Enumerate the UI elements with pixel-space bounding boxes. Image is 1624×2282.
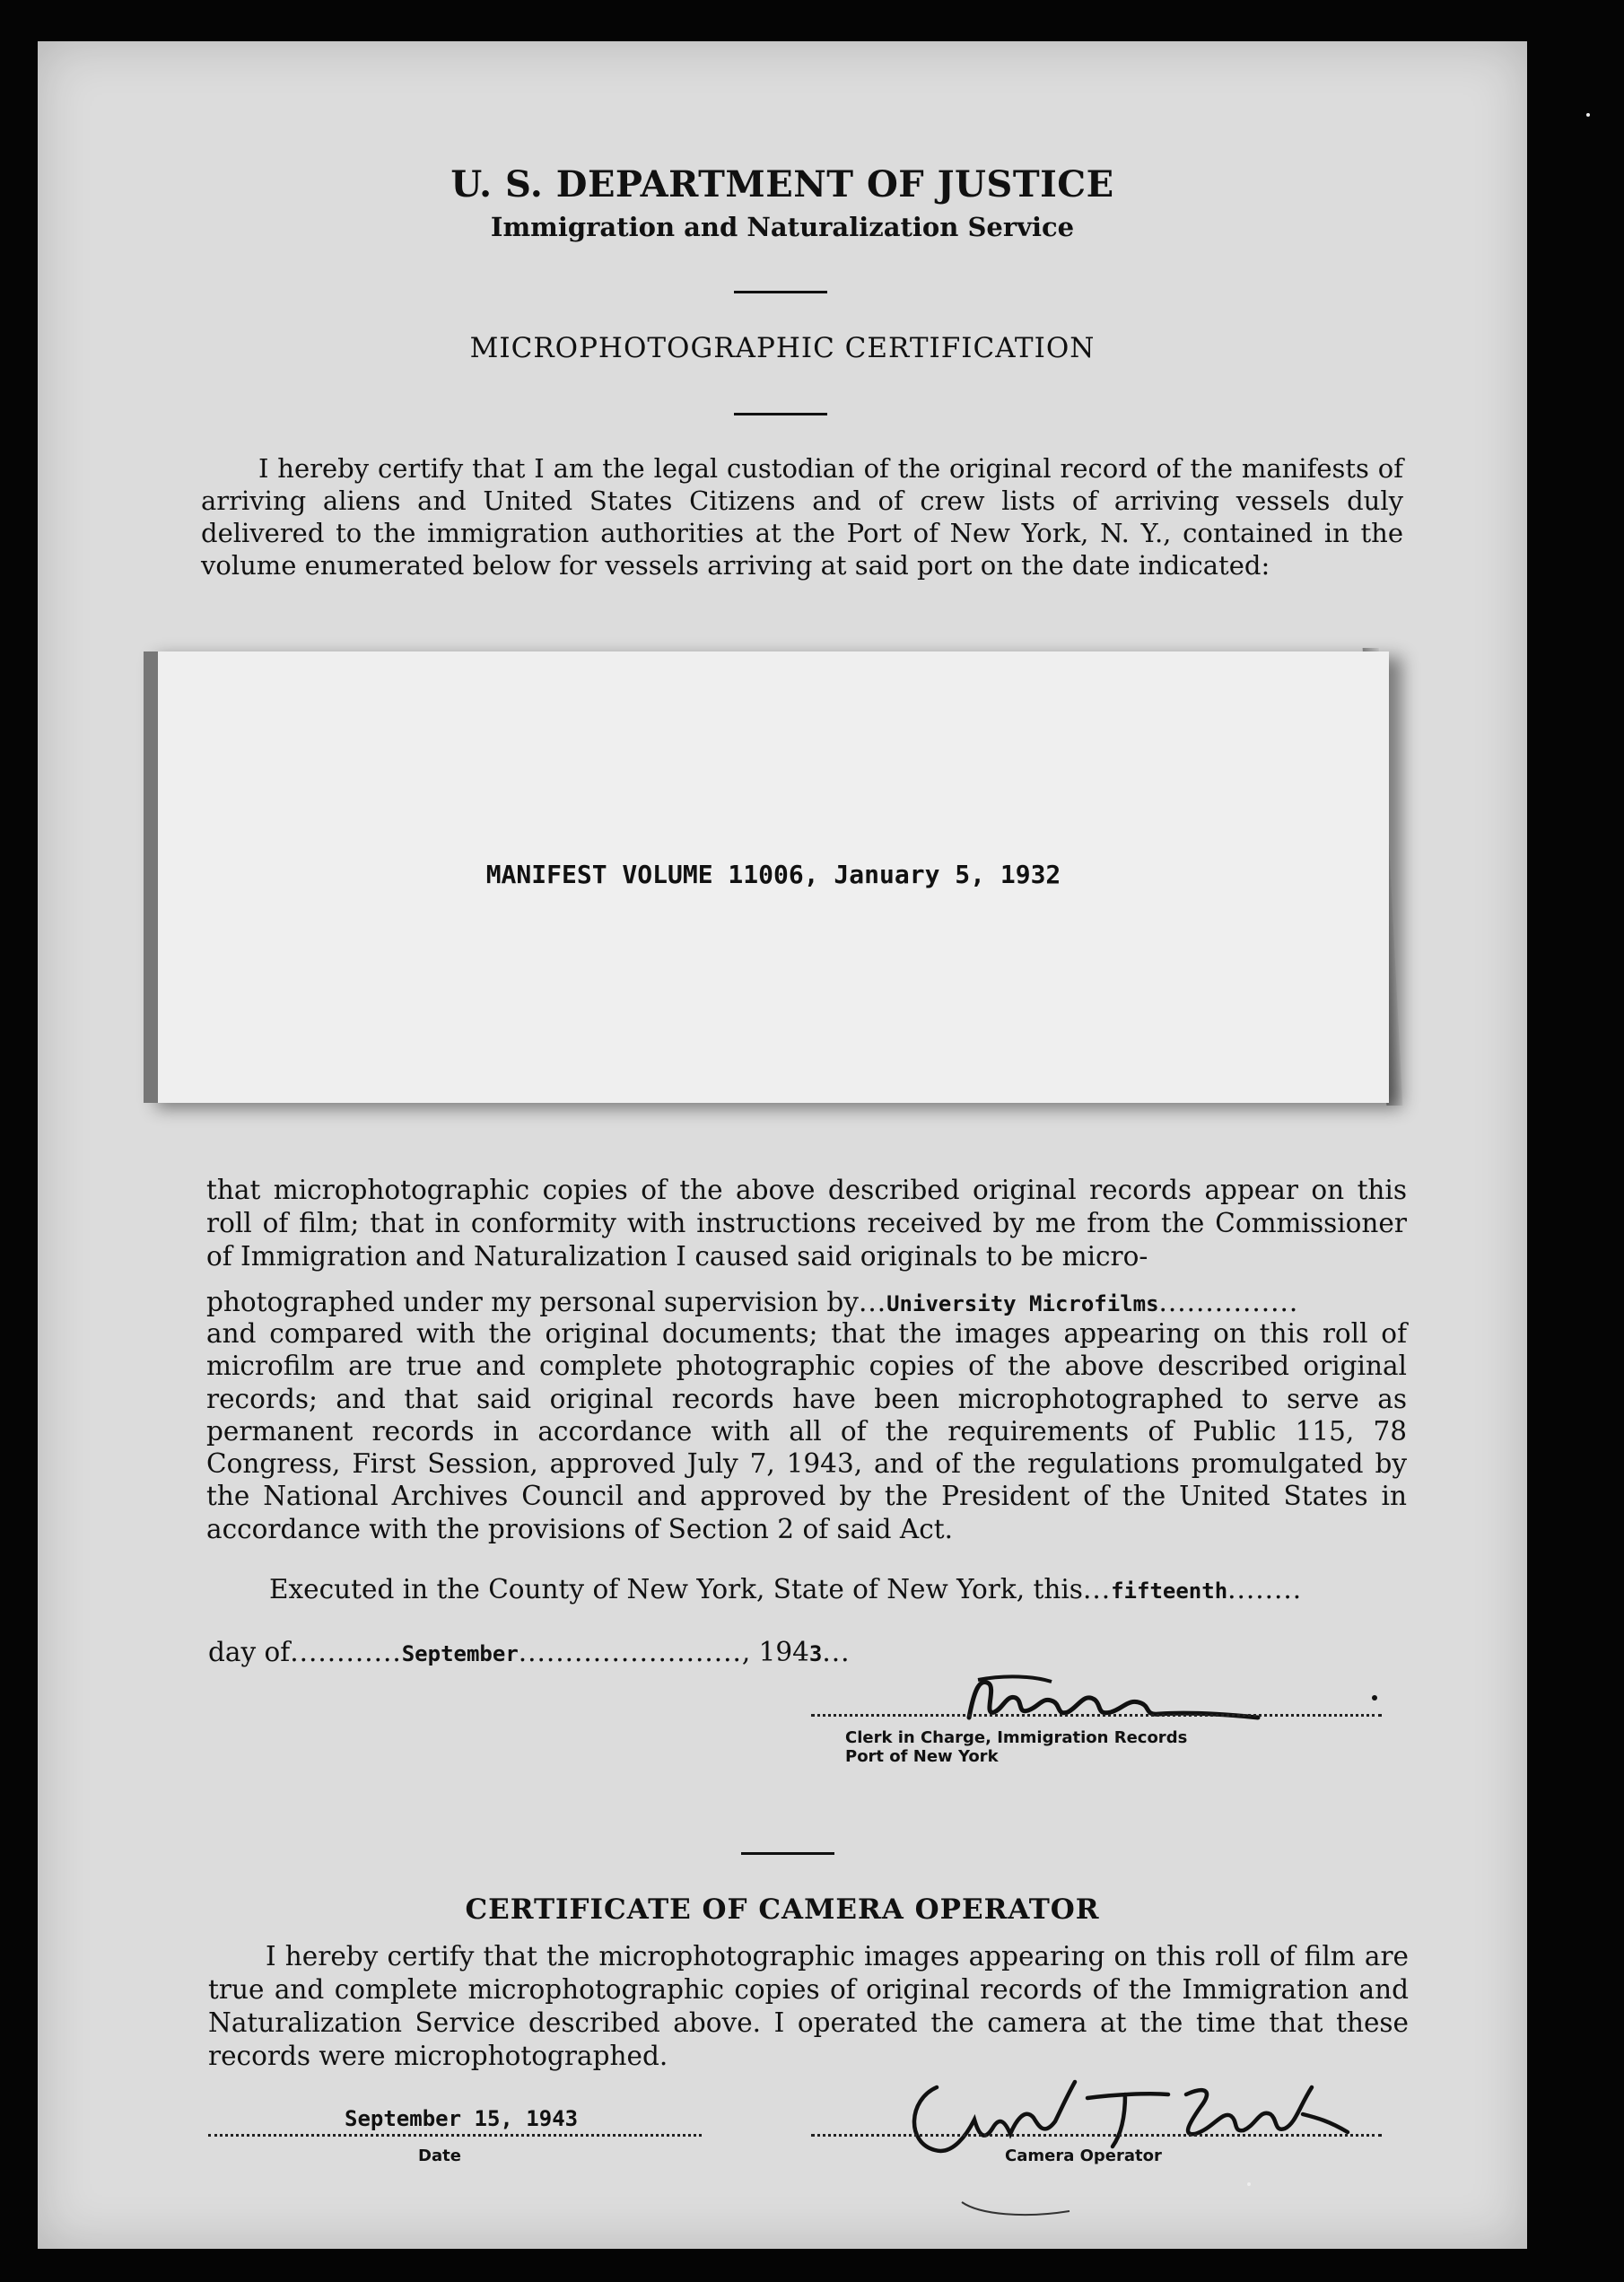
intro-paragraph: I hereby certify that I am the legal custodian of the original record of the manifests of arriving aliens and United States Citizens and of crew lists of arriving vessels duly delivered to the immigration authorities at the Port of New York, N. Y., contained in the volume enumerated below for vessels arriving at said port on the date indicated: <box>201 453 1403 581</box>
execution-month: September <box>401 1641 519 1666</box>
camera-operator-label: Camera Operator <box>1005 2146 1162 2165</box>
divider <box>734 413 827 415</box>
date-signature-line <box>208 2134 702 2137</box>
body-paragraph-part1: that microphotographic copies of the above described original records appear on this roll of film; that in conformity with instructions received by me from the Commissioner of Immigration and Naturalization I caused said originals to be micro- <box>206 1175 1407 1272</box>
body-paragraph-part2: and compared with the original documents; that the images appearing on this roll of microfilm are true and complete photographic copies of the above described original records; and that said original records have been microphotographed to serve as permanent records in accordance with all of the requirements of Public 115, 78 Congress, First Session, approved July 7, 1943, and of the regulations promulgated by the National Archives Council and approved by the President of the United States in accordance with the provisions of Section 2 of said Act. <box>206 1318 1407 1544</box>
clerk-title: Clerk in Charge, Immigration Records Port of New York <box>845 1728 1188 1766</box>
department-heading: U. S. DEPARTMENT OF JUSTICE <box>450 163 1114 205</box>
camera-date-row <box>345 2102 578 2132</box>
film-speck <box>1586 113 1590 117</box>
supervision-prefix: photographed under my personal supervision by <box>206 1287 859 1317</box>
day-of-label: day of <box>208 1637 291 1667</box>
service-subheading: Immigration and Naturalization Service <box>490 212 1075 242</box>
document-sheet <box>38 41 1527 2249</box>
date-label: Date <box>418 2146 461 2165</box>
supervision-company: University Microfilms <box>886 1291 1159 1316</box>
camera-certificate-text: I hereby certify that the microphotographic images appearing on this roll of film are true and complete microphotographic copies of original records of the Immigration and Naturalization Service described above. I operated the camera at the time that these records were microphotographed. <box>208 1941 1409 2071</box>
execution-day: fifteenth <box>1111 1578 1228 1604</box>
clerk-signature <box>953 1662 1384 1734</box>
camera-operator-line <box>811 2134 1382 2137</box>
manifest-label: MANIFEST VOLUME 11006, January 5, 1932 <box>485 860 1061 889</box>
divider <box>734 291 827 293</box>
camera-certificate-title: CERTIFICATE OF CAMERA OPERATOR <box>465 1893 1100 1926</box>
execution-prefix: Executed in the County of New York, State of New York, this <box>269 1574 1083 1604</box>
film-speck <box>1247 2182 1251 2186</box>
divider <box>741 1852 834 1855</box>
year-digit: 3 <box>808 1641 823 1666</box>
year-prefix: , 194 <box>741 1637 809 1667</box>
clerk-signature-line <box>811 1714 1382 1717</box>
manifest-card <box>144 651 1389 1103</box>
date-line: day of............September........................, 1943... <box>208 1637 851 1667</box>
supervision-line: photographed under my personal supervision by...University Microfilms............... <box>206 1287 1299 1317</box>
camera-date-value: September 15, 1943 <box>345 2106 579 2131</box>
certification-title: MICROPHOTOGRAPHIC CERTIFICATION <box>469 332 1096 364</box>
execution-line: Executed in the County of New York, State of New York, this...fifteenth........ <box>269 1574 1303 1604</box>
